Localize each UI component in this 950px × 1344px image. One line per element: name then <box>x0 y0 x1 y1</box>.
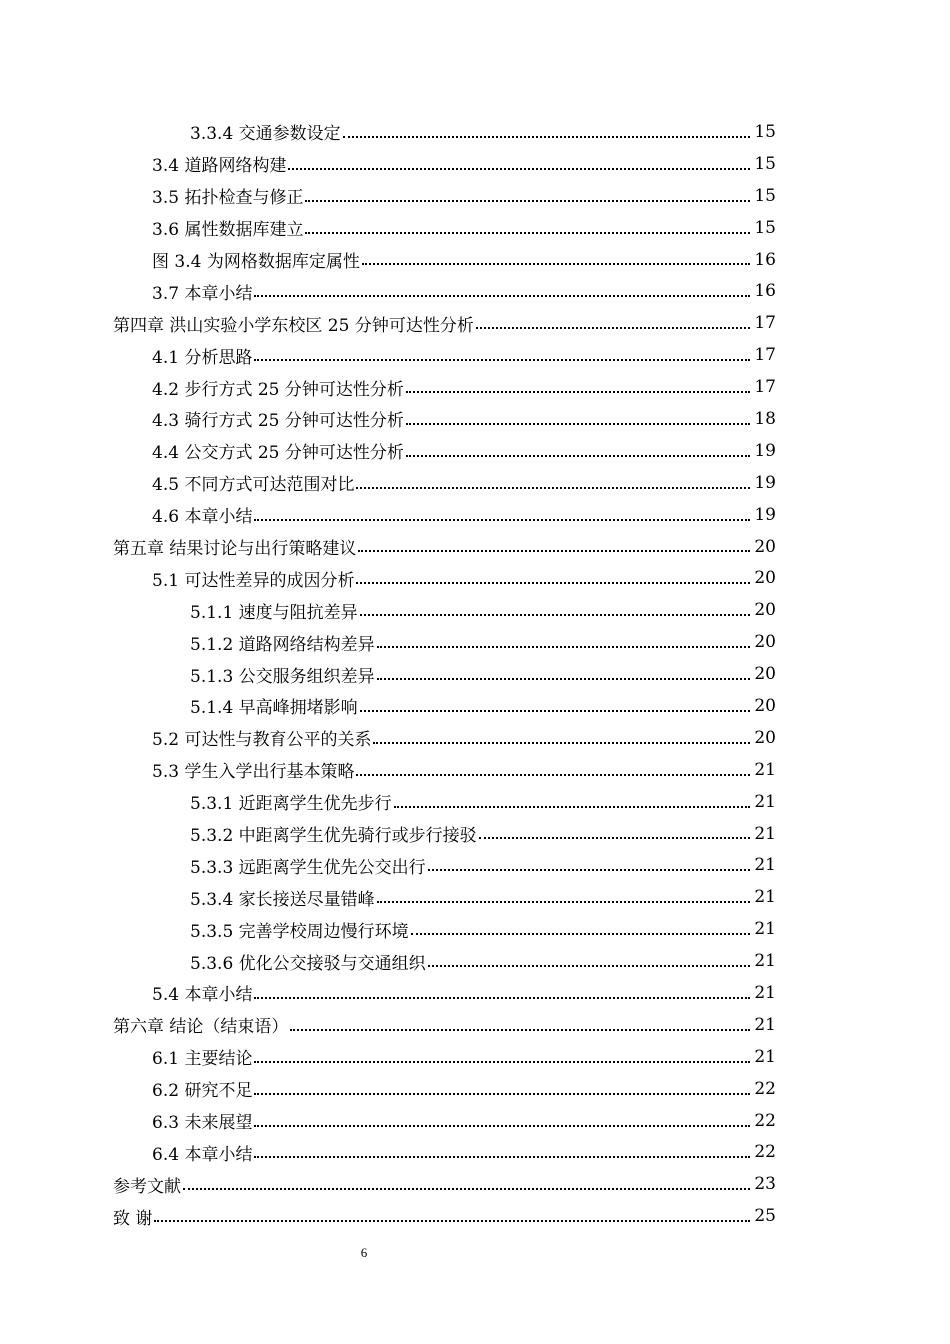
dot-leader <box>377 645 750 648</box>
dot-leader <box>377 900 750 903</box>
dot-leader <box>356 486 750 489</box>
toc-entry[interactable] <box>0 1168 950 1200</box>
dot-leader <box>290 1028 750 1031</box>
toc-entry-page: 22 <box>754 1110 776 1131</box>
toc-entry-title: 参考文献 <box>113 1176 181 1197</box>
toc-entry-title: 6.2 研究不足 <box>152 1081 253 1102</box>
toc-entry-page: 19 <box>754 472 776 493</box>
dot-leader <box>377 677 750 680</box>
toc-entry-title: 5.1.3 公交服务组织差异 <box>190 666 375 687</box>
toc-entry-title: 3.6 属性数据库建立 <box>152 220 304 241</box>
toc-entry[interactable] <box>0 1073 950 1105</box>
toc-entry-page: 21 <box>754 1014 776 1035</box>
dot-leader <box>428 868 750 871</box>
toc-entry-page: 21 <box>754 1046 776 1067</box>
toc-entry[interactable] <box>0 307 950 339</box>
dot-leader <box>254 1092 750 1095</box>
toc-entry[interactable] <box>0 244 950 276</box>
toc-entry[interactable] <box>0 594 950 626</box>
toc-entry[interactable] <box>0 945 950 977</box>
toc-entry-title: 5.1.2 道路网络结构差异 <box>190 634 375 655</box>
toc-entry[interactable] <box>0 626 950 658</box>
toc-entry-title: 5.4 本章小结 <box>152 985 253 1006</box>
toc-entry-title: 5.3.5 完善学校周边慢行环境 <box>190 921 409 942</box>
toc-entry-page: 21 <box>754 982 776 1003</box>
toc-entry-page: 20 <box>754 600 776 621</box>
toc-entry-page: 15 <box>754 185 776 206</box>
dot-leader <box>358 549 750 552</box>
dot-leader <box>394 805 750 808</box>
dot-leader <box>356 773 750 776</box>
toc-entry[interactable] <box>0 722 950 754</box>
dot-leader <box>288 167 750 170</box>
toc-entry-page: 15 <box>754 217 776 238</box>
toc-entry-title: 4.4 公交方式 25 分钟可达性分析 <box>152 443 404 464</box>
toc-entry-page: 21 <box>754 855 776 876</box>
toc-entry[interactable] <box>0 339 950 371</box>
toc-entry-title: 5.3.4 家长接送尽量错峰 <box>190 889 375 910</box>
dot-leader <box>343 135 750 138</box>
dot-leader <box>254 996 750 999</box>
dot-leader <box>428 964 750 967</box>
toc-entry-title: 第五章 结果讨论与出行策略建议 <box>113 539 357 560</box>
toc-entry-page: 15 <box>754 121 776 142</box>
dot-leader <box>476 326 750 329</box>
toc-entry-title: 6.1 主要结论 <box>152 1049 253 1070</box>
toc-entry-title: 3.7 本章小结 <box>152 283 253 304</box>
toc-entry-page: 15 <box>754 153 776 174</box>
toc-entry-title: 3.5 拓扑检查与修正 <box>152 188 304 209</box>
toc-entry-page: 20 <box>754 727 776 748</box>
toc-entry[interactable] <box>0 371 950 403</box>
toc-entry[interactable] <box>0 913 950 945</box>
toc-entry-page: 21 <box>754 887 776 908</box>
dot-leader <box>479 836 750 839</box>
toc-entry-title: 5.3.3 远距离学生优先公交出行 <box>190 857 426 878</box>
toc-entry-title: 第四章 洪山实验小学东校区 25 分钟可达性分析 <box>113 315 474 336</box>
toc-entry[interactable] <box>0 180 950 212</box>
table-of-contents <box>0 116 950 1232</box>
toc-entry[interactable] <box>0 435 950 467</box>
dot-leader <box>406 390 750 393</box>
toc-entry-page: 19 <box>754 440 776 461</box>
toc-entry-page: 20 <box>754 695 776 716</box>
toc-entry[interactable] <box>0 275 950 307</box>
toc-entry-page: 17 <box>754 313 776 334</box>
dot-leader <box>254 358 750 361</box>
dot-leader <box>360 709 750 712</box>
toc-entry-page: 18 <box>754 408 776 429</box>
toc-entry[interactable] <box>0 562 950 594</box>
toc-entry-title: 3.3.4 交通参数设定 <box>190 124 341 145</box>
toc-entry-page: 19 <box>754 504 776 525</box>
toc-entry[interactable] <box>0 467 950 499</box>
toc-entry[interactable] <box>0 116 950 148</box>
toc-entry[interactable] <box>0 499 950 531</box>
toc-entry-title: 5.1.4 早高峰拥堵影响 <box>190 698 358 719</box>
toc-entry[interactable] <box>0 212 950 244</box>
toc-entry[interactable] <box>0 1105 950 1137</box>
toc-entry-page: 20 <box>754 568 776 589</box>
dot-leader <box>411 932 750 935</box>
toc-entry[interactable] <box>0 1200 950 1232</box>
toc-entry-title: 4.1 分析思路 <box>152 347 253 368</box>
toc-entry-page: 22 <box>754 1142 776 1163</box>
toc-entry-title: 5.1 可达性差异的成因分析 <box>152 570 355 591</box>
toc-entry-title: 第六章 结论（结束语） <box>113 1017 289 1038</box>
toc-entry-title: 4.3 骑行方式 25 分钟可达性分析 <box>152 411 404 432</box>
toc-entry[interactable] <box>0 658 950 690</box>
toc-entry-title: 致 谢 <box>113 1208 153 1229</box>
dot-leader <box>183 1187 750 1190</box>
dot-leader <box>154 1219 750 1222</box>
dot-leader <box>356 581 750 584</box>
dot-leader <box>305 199 750 202</box>
toc-entry-title: 5.1.1 速度与阻抗差异 <box>190 602 358 623</box>
toc-entry[interactable] <box>0 818 950 850</box>
toc-entry-page: 21 <box>754 951 776 972</box>
toc-entry[interactable] <box>0 531 950 563</box>
dot-leader <box>254 1124 750 1127</box>
toc-entry-title: 图 3.4 为网格数据库定属性 <box>152 252 360 272</box>
toc-entry-title: 6.4 本章小结 <box>152 1144 253 1165</box>
toc-entry[interactable] <box>0 148 950 180</box>
toc-entry-page: 21 <box>754 791 776 812</box>
dot-leader <box>254 518 750 521</box>
toc-entry-page: 25 <box>754 1206 776 1227</box>
toc-entry-page: 16 <box>754 249 776 270</box>
toc-entry[interactable] <box>0 403 950 435</box>
page-number: 6 <box>360 1245 368 1260</box>
toc-entry[interactable] <box>0 977 950 1009</box>
toc-entry-title: 4.6 本章小结 <box>152 507 253 528</box>
toc-entry-title: 6.3 未来展望 <box>152 1113 253 1134</box>
toc-entry[interactable] <box>0 786 950 818</box>
toc-entry-page: 17 <box>754 377 776 398</box>
toc-entry[interactable] <box>0 1009 950 1041</box>
toc-entry-page: 21 <box>754 919 776 940</box>
dot-leader <box>362 262 750 265</box>
toc-entry-title: 5.3.1 近距离学生优先步行 <box>190 794 392 815</box>
toc-entry-title: 4.5 不同方式可达范围对比 <box>152 475 355 496</box>
toc-entry[interactable] <box>0 690 950 722</box>
dot-leader <box>305 231 750 234</box>
toc-entry-page: 20 <box>754 664 776 685</box>
toc-entry-title: 4.2 步行方式 25 分钟可达性分析 <box>152 379 404 400</box>
toc-entry[interactable] <box>0 1041 950 1073</box>
toc-entry[interactable] <box>0 1137 950 1169</box>
toc-entry[interactable] <box>0 881 950 913</box>
toc-entry-title: 5.3 学生入学出行基本策略 <box>152 762 355 783</box>
toc-entry-title: 5.3.6 优化公交接驳与交通组织 <box>190 953 426 974</box>
toc-entry-title: 5.3.2 中距离学生优先骑行或步行接驳 <box>190 826 477 847</box>
toc-entry[interactable] <box>0 754 950 786</box>
dot-leader <box>406 422 750 425</box>
toc-entry-page: 17 <box>754 345 776 366</box>
toc-entry-title: 3.4 道路网络构建 <box>152 156 287 177</box>
toc-entry-page: 21 <box>754 759 776 780</box>
dot-leader <box>254 1060 750 1063</box>
toc-entry-page: 22 <box>754 1078 776 1099</box>
dot-leader <box>360 613 750 616</box>
dot-leader <box>254 294 750 297</box>
dot-leader <box>406 454 750 457</box>
toc-entry-page: 23 <box>754 1174 776 1195</box>
toc-entry-page: 16 <box>754 281 776 302</box>
dot-leader <box>373 741 750 744</box>
toc-entry[interactable] <box>0 849 950 881</box>
toc-entry-title: 5.2 可达性与教育公平的关系 <box>152 730 372 751</box>
toc-entry-page: 21 <box>754 823 776 844</box>
dot-leader <box>254 1155 750 1158</box>
toc-entry-page: 20 <box>754 632 776 653</box>
toc-entry-page: 20 <box>754 536 776 557</box>
